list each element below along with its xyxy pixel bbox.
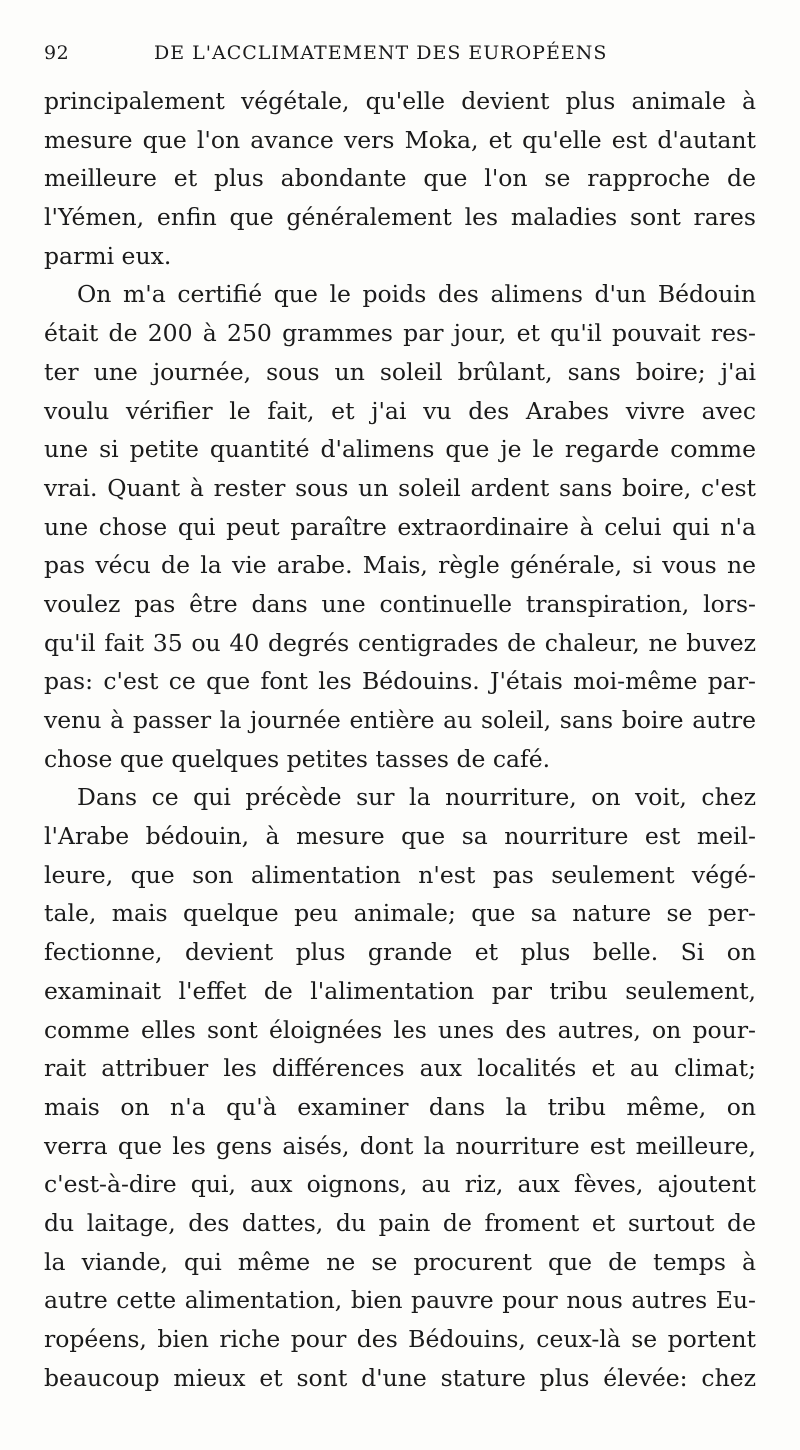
text-line: pas: c'est ce que font les Bédouins. J'étais moi-même par- — [44, 667, 756, 696]
text-line: meilleure et plus abondante que l'on se rapproche de — [44, 164, 756, 193]
text-line: qu'il fait 35 ou 40 degrés centigrades de chaleur, ne buvez — [44, 628, 756, 657]
text-line: une chose qui peut paraître extraordinaire à celui qui n'a — [44, 512, 756, 541]
text-line: du laitage, des dattes, du pain de froment et surtout de — [44, 1208, 756, 1237]
text-line: On m'a certifié que le poids des alimens d'un Bédouin — [77, 280, 756, 309]
text-line: verra que les gens aisés, dont la nourriture est meilleure, — [44, 1131, 756, 1160]
text-line: voulu vérifier le fait, et j'ai vu des Arabes vivre avec — [44, 396, 756, 425]
text-line: principalement végétale, qu'elle devient plus animale à — [44, 87, 756, 115]
text-line: venu à passer la journée entière au soleil, sans boire autre — [44, 706, 756, 734]
text-line: leure, que son alimentation n'est pas seulement végé- — [44, 860, 756, 889]
text-line: parmi eux. — [44, 241, 172, 270]
page-number: 92 — [44, 42, 70, 64]
text-line: une si petite quantité d'alimens que je le regarde comme — [44, 435, 756, 464]
text-line: pas vécu de la vie arabe. Mais, règle générale, si vous ne — [44, 551, 756, 580]
text-line: comme elles sont éloignées les unes des autres, on pour- — [44, 1015, 756, 1044]
text-line: l'Arabe bédouin, à mesure que sa nourriture est meil- — [44, 822, 756, 851]
text-line: fectionne, devient plus grande et plus belle. Si on — [44, 938, 756, 967]
text-line: c'est-à-dire qui, aux oignons, au riz, aux fèves, ajoutent — [44, 1170, 756, 1199]
text-line: Dans ce qui précède sur la nourriture, on voit, chez — [77, 783, 756, 812]
text-line: tale, mais quelque peu animale; que sa nature se per- — [44, 899, 756, 928]
text-line: la viande, qui même ne se procurent que de temps à — [44, 1247, 756, 1276]
running-header — [44, 42, 756, 76]
text-line: ropéens, bien riche pour des Bédouins, ceux-là se portent — [44, 1325, 756, 1353]
text-line: mesure que l'on avance vers Moka, et qu'elle est d'autant — [44, 125, 756, 154]
text-line: était de 200 à 250 grammes par jour, et qu'il pouvait res- — [44, 319, 756, 348]
text-line: l'Yémen, enfin que généralement les maladies sont rares — [44, 203, 756, 232]
text-line: vrai. Quant à rester sous un soleil ardent sans boire, c'est — [44, 473, 756, 502]
text-line: voulez pas être dans une continuelle transpiration, lors- — [44, 589, 756, 618]
text-line: examinait l'effet de l'alimentation par tribu seulement, — [44, 976, 756, 1005]
running-title: DE L'ACCLIMATEMENT DES EUROPÉENS — [154, 42, 608, 64]
text-line: chose que quelques petites tasses de café. — [44, 744, 551, 773]
text-line: mais on n'a qu'à examiner dans la tribu même, on — [44, 1092, 756, 1121]
text-line: autre cette alimentation, bien pauvre pour nous autres Eu- — [44, 1286, 756, 1315]
text-line: ter une journée, sous un soleil brûlant, sans boire; j'ai — [44, 357, 756, 386]
text-line: rait attribuer les différences aux localités et au climat; — [44, 1054, 756, 1083]
body-text — [44, 82, 756, 1397]
text-line: beaucoup mieux et sont d'une stature plus élevée: chez — [44, 1363, 756, 1392]
